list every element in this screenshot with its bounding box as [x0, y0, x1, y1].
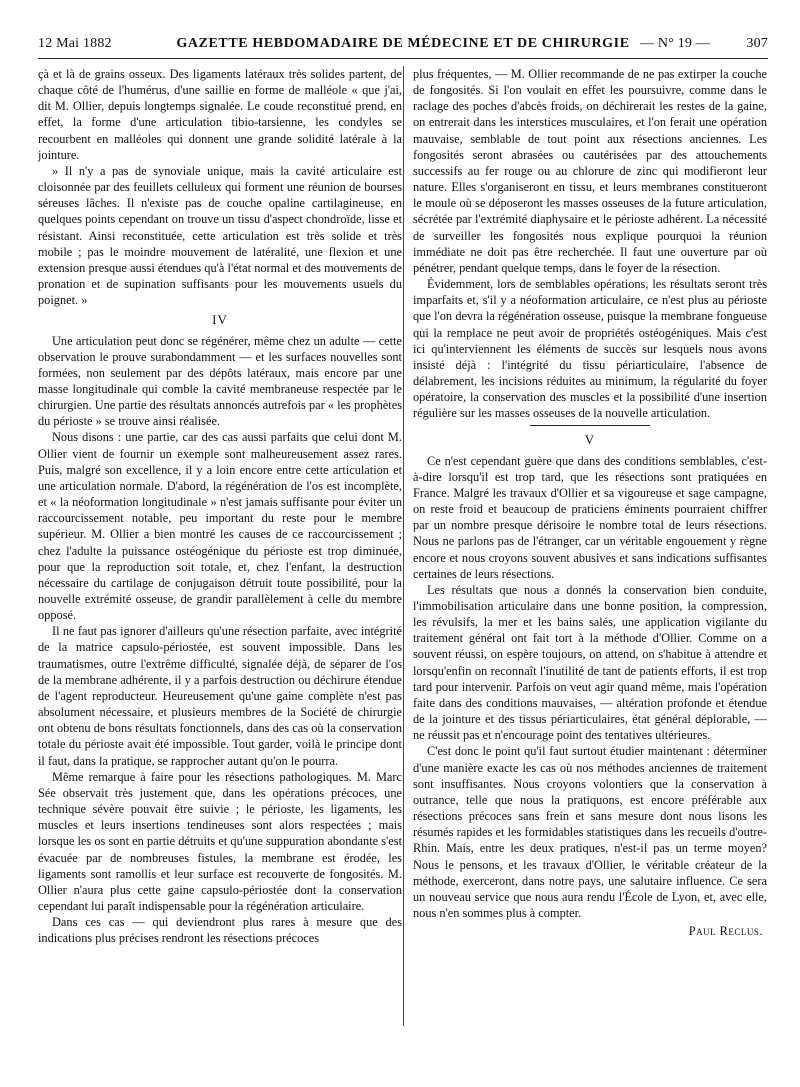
- section-heading-v: V: [584, 432, 596, 448]
- paragraph: Les résultats que nous a donnés la conservation bien conduite, l'immobilisation articulaire dans une bonne position, la compression, les révulsifs, la mer et les bains salés, une application vigilante du traitement général ont fait tort à la méthode d'Ollier. Comme on a souvent réussi, on espère toujours, on attend, on s'habitue à attendre et lorsqu'enfin on reconnaît l'inutilité de tant de patients efforts, il est trop tard pour intervenir. Parfois on veut agir quand même, mais l'opération faite dans des conditions mauvaises, — altération profonde et étendue de la jointure et des tissus périarticulaires, état général déplorable, — ne réussit pas et n'encourage point des tentatives ultérieures.: [413, 582, 767, 743]
- column-divider: [403, 66, 404, 1026]
- right-column: [413, 66, 767, 939]
- author-signature: Paul Reclus.: [688, 924, 763, 939]
- section-rule: [530, 425, 650, 426]
- running-header: [38, 36, 768, 56]
- header-issue-number: — N° 19 —: [639, 36, 710, 51]
- paragraph: Même remarque à faire pour les résections pathologiques. M. Marc Sée observait très justement que, dans les opérations précoces, une technique sévère pouvait être suivie ; le périoste, les ligaments, les muscles et leurs insertions tendineuses sont alors respectées ; mais lorsque les os sont en partie détruits et qu'une suppuration abondante s'est évacuée par de nombreuses fistules, la membrane est érodée, les ligaments sont ramollis et leur surface est recouverte de fongosités. M. Ollier n'aura plus cette gaine capsulo-périostée dont la conservation cependant lui paraît indispensable pour la régénération articulaire.: [38, 769, 402, 913]
- paragraph: Nous disons : une partie, car des cas aussi parfaits que celui dont M. Ollier vient de fournir un exemple sont malheureusement assez rares. Puis, malgré son excellence, il y a loin encore entre cette articulation et une articulation normale. D'abord, la régénération de l'os est incomplète, et « la néoformation longitudinale » n'est jamais suffisante pour éviter un raccourcissement notable, peu important du reste pour le membre supérieur. M. Ollier a bien montré les causes de ce raccourcissement ; chez l'adulte la puissance ostéogénique du périoste est trop diminuée, pour que la reproduction soit totale, et, chez l'enfant, la destruction nécessaire du cartilage de conjugaison détruit toute possibilité, pour la nouvelle extrémité osseuse, de grandir parallèlement à celle du membre opposé.: [38, 430, 402, 623]
- paragraph: » Il n'y a pas de synoviale unique, mais la cavité articulaire est cloisonnée par des feuillets celluleux qui forment une réunion de bourses séreuses lâches. Il n'existe pas de couche opaline cartilagineuse, en quelques points cependant on trouve un tissu d'aspect chondroïde, lisse et résistant. Ainsi reconstituée, cette articulation est très solide et très mobile ; pas le moindre mouvement de latéralité, une flexion et une extension presque aussi étendues qu'à l'état normal et des mouvements de pronation et de supination suffisants pour les mouvements usuels du poignet. »: [38, 163, 402, 308]
- paragraph: Dans ces cas — qui deviendront plus rares à mesure que des indications plus précises rendront les résections précoces: [38, 915, 402, 946]
- paragraph: plus fréquentes, — M. Ollier recommande de ne pas extirper la couche de fongosités. Si l'on voulait en effet les poursuivre, comme dans le raclage des poches d'abcès froids, on déchirerait les restes de la gaine, on entrerait dans les interstices musculaires, et l'on ferait une opération mauvaise, semblable de tout point aux résections anciennes. Les fongosités seront abrasées ou cautérisées par des attouchements successifs au fer rouge ou au chlorure de zinc qui modifieront leur nature. Elles s'organiseront en tissu, et leurs membranes constitueront le moule où se déposeront les masses osseuses de la future articulation, sécrétée par l'extrémité diaphysaire et le périoste adhérent. La nécessité de surveiller les fongosités nous explique pourquoi la réunion immédiate ne doit pas être recherchée. Il faut une ouverture par où pénétrer, pendant quelque temps, dans le foyer de la résection.: [413, 67, 767, 275]
- paragraph: Évidemment, lors de semblables opérations, les résultats seront très imparfaits et, s'il y a néoformation articulaire, ce n'est plus au périoste que l'on devra la régénération osseuse, puisque la membrane fongueuse qui la remplace ne peut avoir de propriétés ostéogéniques. Mais c'est ici qu'interviennent les éléments de succès sur lesquels nous avons insisté déjà : l'intégrité du tissu périarticulaire, l'absence de délabrement, les incisions réduites au minimum, la régularité du foyer opératoire, la conservation des muscles et la possibilité d'une insertion régulière sur les masses osseuses de la nouvelle articulation.: [413, 277, 767, 421]
- header-journal-title: GAZETTE HEBDOMADAIRE DE MÉDECINE ET DE CHIRURGIE: [176, 36, 630, 51]
- header-date: 12 Mai 1882: [38, 36, 112, 51]
- left-column: [38, 66, 402, 946]
- header-rule: [38, 58, 768, 59]
- paragraph: Ce n'est cependant guère que dans des conditions semblables, c'est-à-dire lorsqu'il est trop tard, que les résections sont pratiquées en France. Malgré les travaux d'Ollier et sa vigoureuse et sage campagne, on reste froid et beaucoup de praticiens éminents pourraient chiffrer par un nombre presque dérisoire le nombre total de leurs résections. Nous ne parlons pas de l'étranger, car un véritable engouement y règne encore et nous croyons souvent abusives et sans indications suffisantes certaines de leurs résections.: [413, 453, 767, 581]
- section-heading-iv: IV: [212, 312, 228, 328]
- header-page-number: 307: [746, 36, 768, 51]
- paragraph: Une articulation peut donc se régénérer, même chez un adulte — cette observation le prouve surabondamment — et les surfaces nouvelles sont formées, non seulement par des dépôts latéraux, mais encore par une masse longitudinale qui comble la cavité membraneuse respectée par le chirurgien. Une partie des résultats annoncés autrefois par « les prophètes du périoste » se trouve ainsi réalisée.: [38, 333, 402, 429]
- paragraph: çà et là de grains osseux. Des ligaments latéraux très solides partent, de chaque côté de l'humérus, d'une saillie en forme de malléole « que j'ai, dit M. Ollier, depuis longtemps signalée. Le coude reconstitué prend, en effet, la forme d'une articulation tibio-tarsienne, les condyles se recourbent en malléoles qui donnent une grande solidité latérale à la jointure.: [38, 67, 402, 162]
- paragraph: Il ne faut pas ignorer d'ailleurs qu'une résection parfaite, avec intégrité de la matrice capsulo-périostée, est souvent impossible. Dans les traumatismes, outre l'extrême difficulté, signalée déjà, de séparer de l'os de la membrane adhérente, il y a parfois destruction ou déchirure étendue de l'agent reproducteur. Heureusement qu'une gaine complète n'est pas absolument nécessaire, et plusieurs membres de la Société de chirurgie ont obtenu de bons résultats fonctionnels, dans des cas où la conservation totale du périoste avait été impossible. Tout garder, voilà le principe dont il faut, dans la pratique, se rapprocher autant qu'on le pourra.: [38, 624, 402, 768]
- paragraph: C'est donc le point qu'il faut surtout étudier maintenant : déterminer d'une manière exacte les cas où nos méthodes anciennes de traitement sont insuffisantes. Nous croyons volontiers que la conservation à outrance, telle que nous la pratiquons, est encore préférable aux résections précoces sans frein et sans mesure dont nous lisons les résumés rapides et les formidables statistiques dans les recueils d'outre-Rhin. Mais, entre les deux pratiques, n'est-il pas un terme moyen? Nous le pensons, et les travaux d'Ollier, le véritable créateur de la méthode, exerceront, dans notre pays, une salutaire influence. Ce sera un nouveau service que nous aura rendu l'École de Lyon, et, avec elle, nous n'en sommes plus à compter.: [413, 744, 767, 920]
